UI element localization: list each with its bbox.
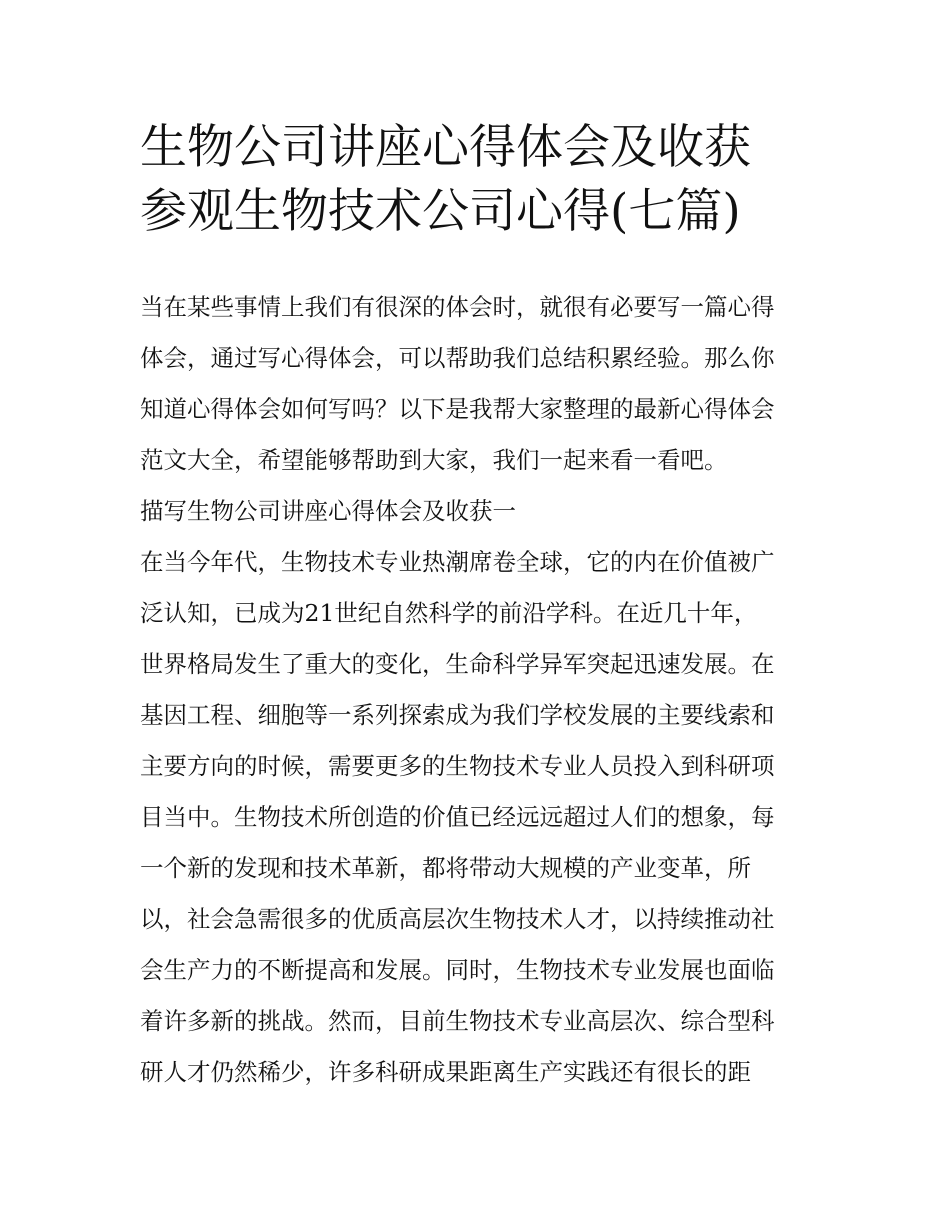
section-line: 基因工程、细胞等一系列探索成为我们学校发展的主要线索和: [140, 701, 775, 729]
section-line: 以，社会急需很多的优质高层次生物技术人才，以持续推动社: [140, 905, 775, 933]
title-line-1: 生物公司讲座心得体会及收获: [140, 120, 751, 175]
intro-line: 范文大全，希望能够帮助到大家，我们一起来看一看吧。: [140, 446, 728, 474]
document-title: [140, 116, 840, 244]
section-line: 着许多新的挑战。然而，目前生物技术专业高层次、综合型科: [140, 1007, 775, 1035]
section-line: 目当中。生物技术所创造的价值已经远远超过人们的想象，每: [140, 803, 775, 831]
intro-paragraph: [140, 282, 830, 486]
section-line: 世界格局发生了重大的变化，生命科学异军突起迅速发展。在: [140, 650, 775, 678]
title-line-2: 参观生物技术公司心得(七篇): [140, 184, 741, 239]
section-line: 泛认知，已成为21世纪自然科学的前沿学科。在近几十年，: [140, 599, 758, 627]
section-line: 一个新的发现和技术革新，都将带动大规模的产业变革，所: [140, 854, 751, 882]
section-line: 会生产力的不断提高和发展。同时，生物技术专业发展也面临: [140, 956, 775, 984]
intro-line: 体会，通过写心得体会，可以帮助我们总结积累经验。那么你: [140, 344, 775, 372]
section-line: 在当今年代，生物技术专业热潮席卷全球，它的内在价值被广: [140, 548, 775, 576]
intro-line: 当在某些事情上我们有很深的体会时，就很有必要写一篇心得: [140, 293, 775, 321]
section-paragraph: [140, 537, 830, 1098]
intro-line: 知道心得体会如何写吗？以下是我帮大家整理的最新心得体会: [140, 395, 775, 423]
section-line: 主要方向的时候，需要更多的生物技术专业人员投入到科研项: [140, 752, 775, 780]
section-line: 研人才仍然稀少，许多科研成果距离生产实践还有很长的距: [140, 1058, 751, 1086]
document-body: [140, 282, 830, 1098]
section-heading: 描写生物公司讲座心得体会及收获一: [140, 497, 516, 525]
